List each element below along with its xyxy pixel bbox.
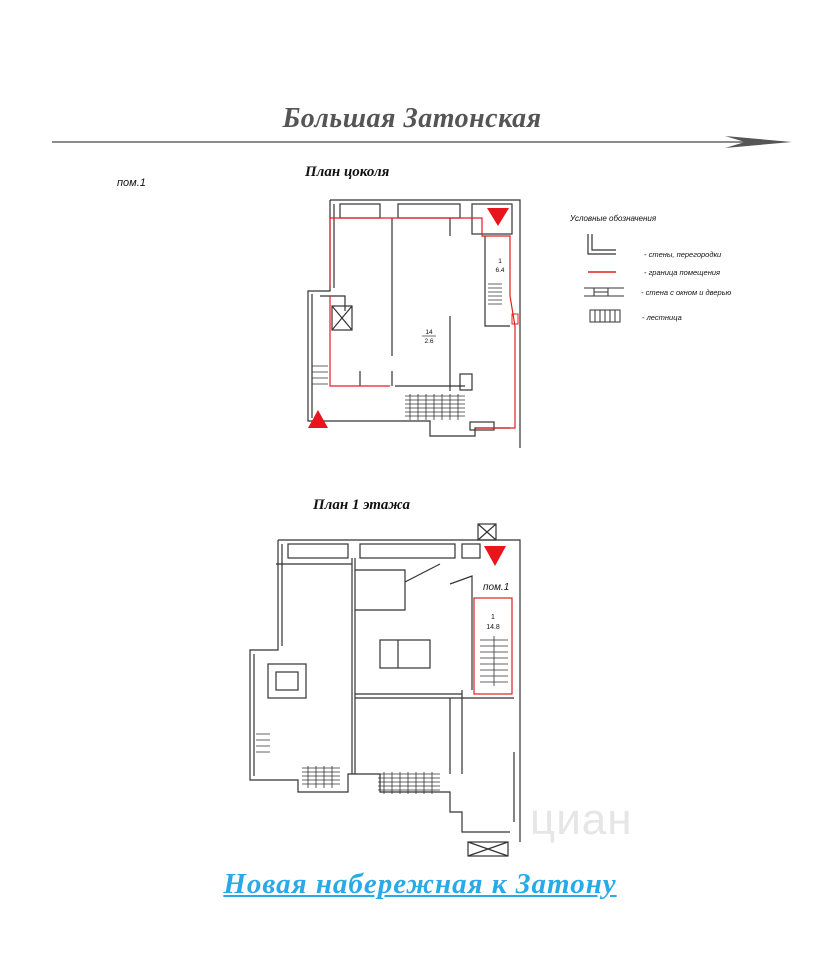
basement-pom-label: пом.1 [117, 177, 146, 189]
entrance-arrow-down-icon [487, 208, 509, 226]
entrance-arrow-down-icon [484, 546, 506, 566]
legend-item-window-door: - стена с окном и дверью [641, 288, 732, 297]
window-door-icon [584, 288, 624, 296]
legend-item-walls: - стены, перегородки [644, 250, 722, 259]
street-name-bottom: Новая набережная к Затону [223, 868, 617, 900]
basement-room-a-area: 6.4 [495, 267, 505, 274]
basement-room-b-number: 14 [425, 329, 433, 336]
street-name-top: Большая Затонская [282, 103, 542, 134]
basement-floor-plan [300, 196, 532, 452]
legend-item-stairs: - лестница [642, 313, 682, 322]
basement-plan-title: План цоколя [305, 164, 390, 180]
watermark-logo: циан [530, 795, 633, 844]
entrance-arrow-up-icon [308, 410, 328, 428]
first-floor-room-area: 14.8 [486, 624, 500, 631]
legend-icons [584, 232, 634, 332]
first-floor-room-number: 1 [491, 614, 495, 621]
legend-item-boundary: - граница помещения [644, 268, 721, 277]
stairs-icon [590, 310, 620, 322]
street-direction-arrow [0, 130, 824, 154]
basement-room-a-number: 1 [498, 258, 502, 265]
first-floor-pom-label: пом.1 [483, 582, 510, 593]
wall-corner-icon [588, 234, 616, 254]
legend-title: Условные обозначения [570, 214, 657, 223]
first-floor-plan-title: План 1 этажа [313, 497, 410, 513]
first-floor-plan [240, 522, 540, 862]
basement-room-b-area: 2.6 [424, 338, 434, 345]
